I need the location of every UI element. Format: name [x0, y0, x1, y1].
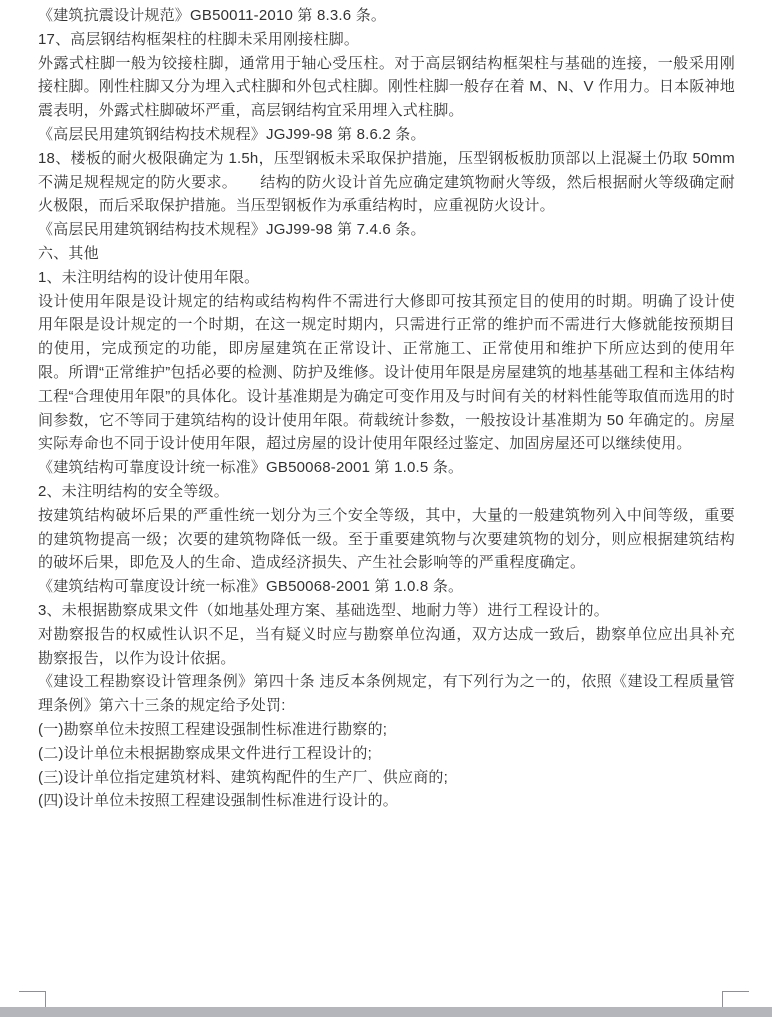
- paragraph: 对勘察报告的权威性认识不足，当有疑义时应与勘察单位沟通，双方达成一致后，勘察单位应出具补充勘察报告，以作为设计依据。: [38, 625, 735, 667]
- paragraph: 《建筑结构可靠度设计统一标准》GB50068-2001 第 1.0.5 条。: [38, 459, 464, 477]
- paragraph: 外露式柱脚一般为铰接柱脚，通常用于轴心受压柱。对于高层钢结构框架柱与基础的连接，一般采用刚接柱脚。刚性柱脚又分为埋入式柱脚和外包式柱脚。刚性柱脚一般存在着 M、N、V 作用力。日本阪神地震表明，外露式柱脚破坏严重，高层钢结构宜采用埋入式柱脚。: [38, 54, 735, 120]
- page-corner-mark-left: [19, 991, 46, 1008]
- paragraph: 2、未注明结构的安全等级。: [38, 482, 229, 500]
- paragraph: 《高层民用建筑钢结构技术规程》JGJ99-98 第 7.4.6 条。: [38, 221, 426, 239]
- paragraph: (三)设计单位指定建筑材料、建筑构配件的生产厂、供应商的;: [38, 768, 448, 786]
- paragraph: 《建筑结构可靠度设计统一标准》GB50068-2001 第 1.0.8 条。: [38, 578, 464, 596]
- paragraph: 《建设工程勘察设计管理条例》第四十条 违反本条例规定，有下列行为之一的，依照《建设工程质量管理条例》第六十三条的规定给予处罚:: [38, 673, 735, 715]
- paragraph: 设计使用年限是设计规定的结构或结构构件不需进行大修即可按其预定目的使用的时期。明确了设计使用年限是设计规定的一个时期，在这一规定时期内，只需进行正常的维护而不需进行大修就能按预期目的使用，完成预定的功能，即房屋建筑在正常设计、正常施工、正常使用和维护下所应达到的使用年限。所谓“正常维护”包括必要的检测、防护及维修。设计使用年限是房屋建筑的地基基础工程和主体结构工程“合理使用年限”的具体化。设计基准期是为确定可变作用及与时间有关的材料性能等取值而选用的时间参数，它不等同于建筑结构的设计使用年限。荷载统计参数，一般按设计基准期为 50 年确定的。房屋实际寿命也不同于设计使用年限，超过房屋的设计使用年限经过鉴定、加固房屋还可以继续使用。: [38, 292, 735, 453]
- paragraph: 《建筑抗震设计规范》GB50011-2010 第 8.3.6 条。: [38, 7, 387, 24]
- paragraph: 17、高层钢结构框架柱的柱脚未采用刚接柱脚。: [38, 30, 360, 48]
- paragraph: 3、未根据勘察成果文件（如地基处理方案、基础选型、地耐力等）进行工程设计的。: [38, 601, 609, 619]
- paragraph: 18、楼板的耐火极限确定为 1.5h，压型钢板未采取保护措施，压型钢板板肋顶部以上混凝土仍取 50mm 不满足规程规定的防火要求。 结构的防火设计首先应确定建筑物耐火等级，然后根据耐火等级确定耐火极限，而后采取保护措施。当压型钢板作为承重结构时，应重视防火设计。: [38, 149, 735, 215]
- paragraph: (一)勘察单位未按照工程建设强制性标准进行勘察的;: [38, 720, 388, 738]
- paragraph: 按建筑结构破坏后果的严重性统一划分为三个安全等级，其中，大量的一般建筑物列入中间等级，重要的建筑物提高一级；次要的建筑物降低一级。至于重要建筑物与次要建筑物的划分，则应根据建筑结构的破坏后果，即危及人的生命、造成经济损失、产生社会影响等的严重程度确定。: [38, 506, 735, 572]
- paragraph: 《高层民用建筑钢结构技术规程》JGJ99-98 第 8.6.2 条。: [38, 125, 426, 143]
- paragraph: (二)设计单位未根据勘察成果文件进行工程设计的;: [38, 744, 372, 762]
- paragraph: 六、其他: [38, 244, 99, 262]
- page-gap-bar: [0, 1007, 772, 1017]
- document-body[interactable]: [38, 4, 735, 813]
- paragraph: (四)设计单位未按照工程建设强制性标准进行设计的。: [38, 792, 398, 810]
- paragraph: 1、未注明结构的设计使用年限。: [38, 268, 260, 286]
- page-corner-mark-right: [722, 991, 749, 1008]
